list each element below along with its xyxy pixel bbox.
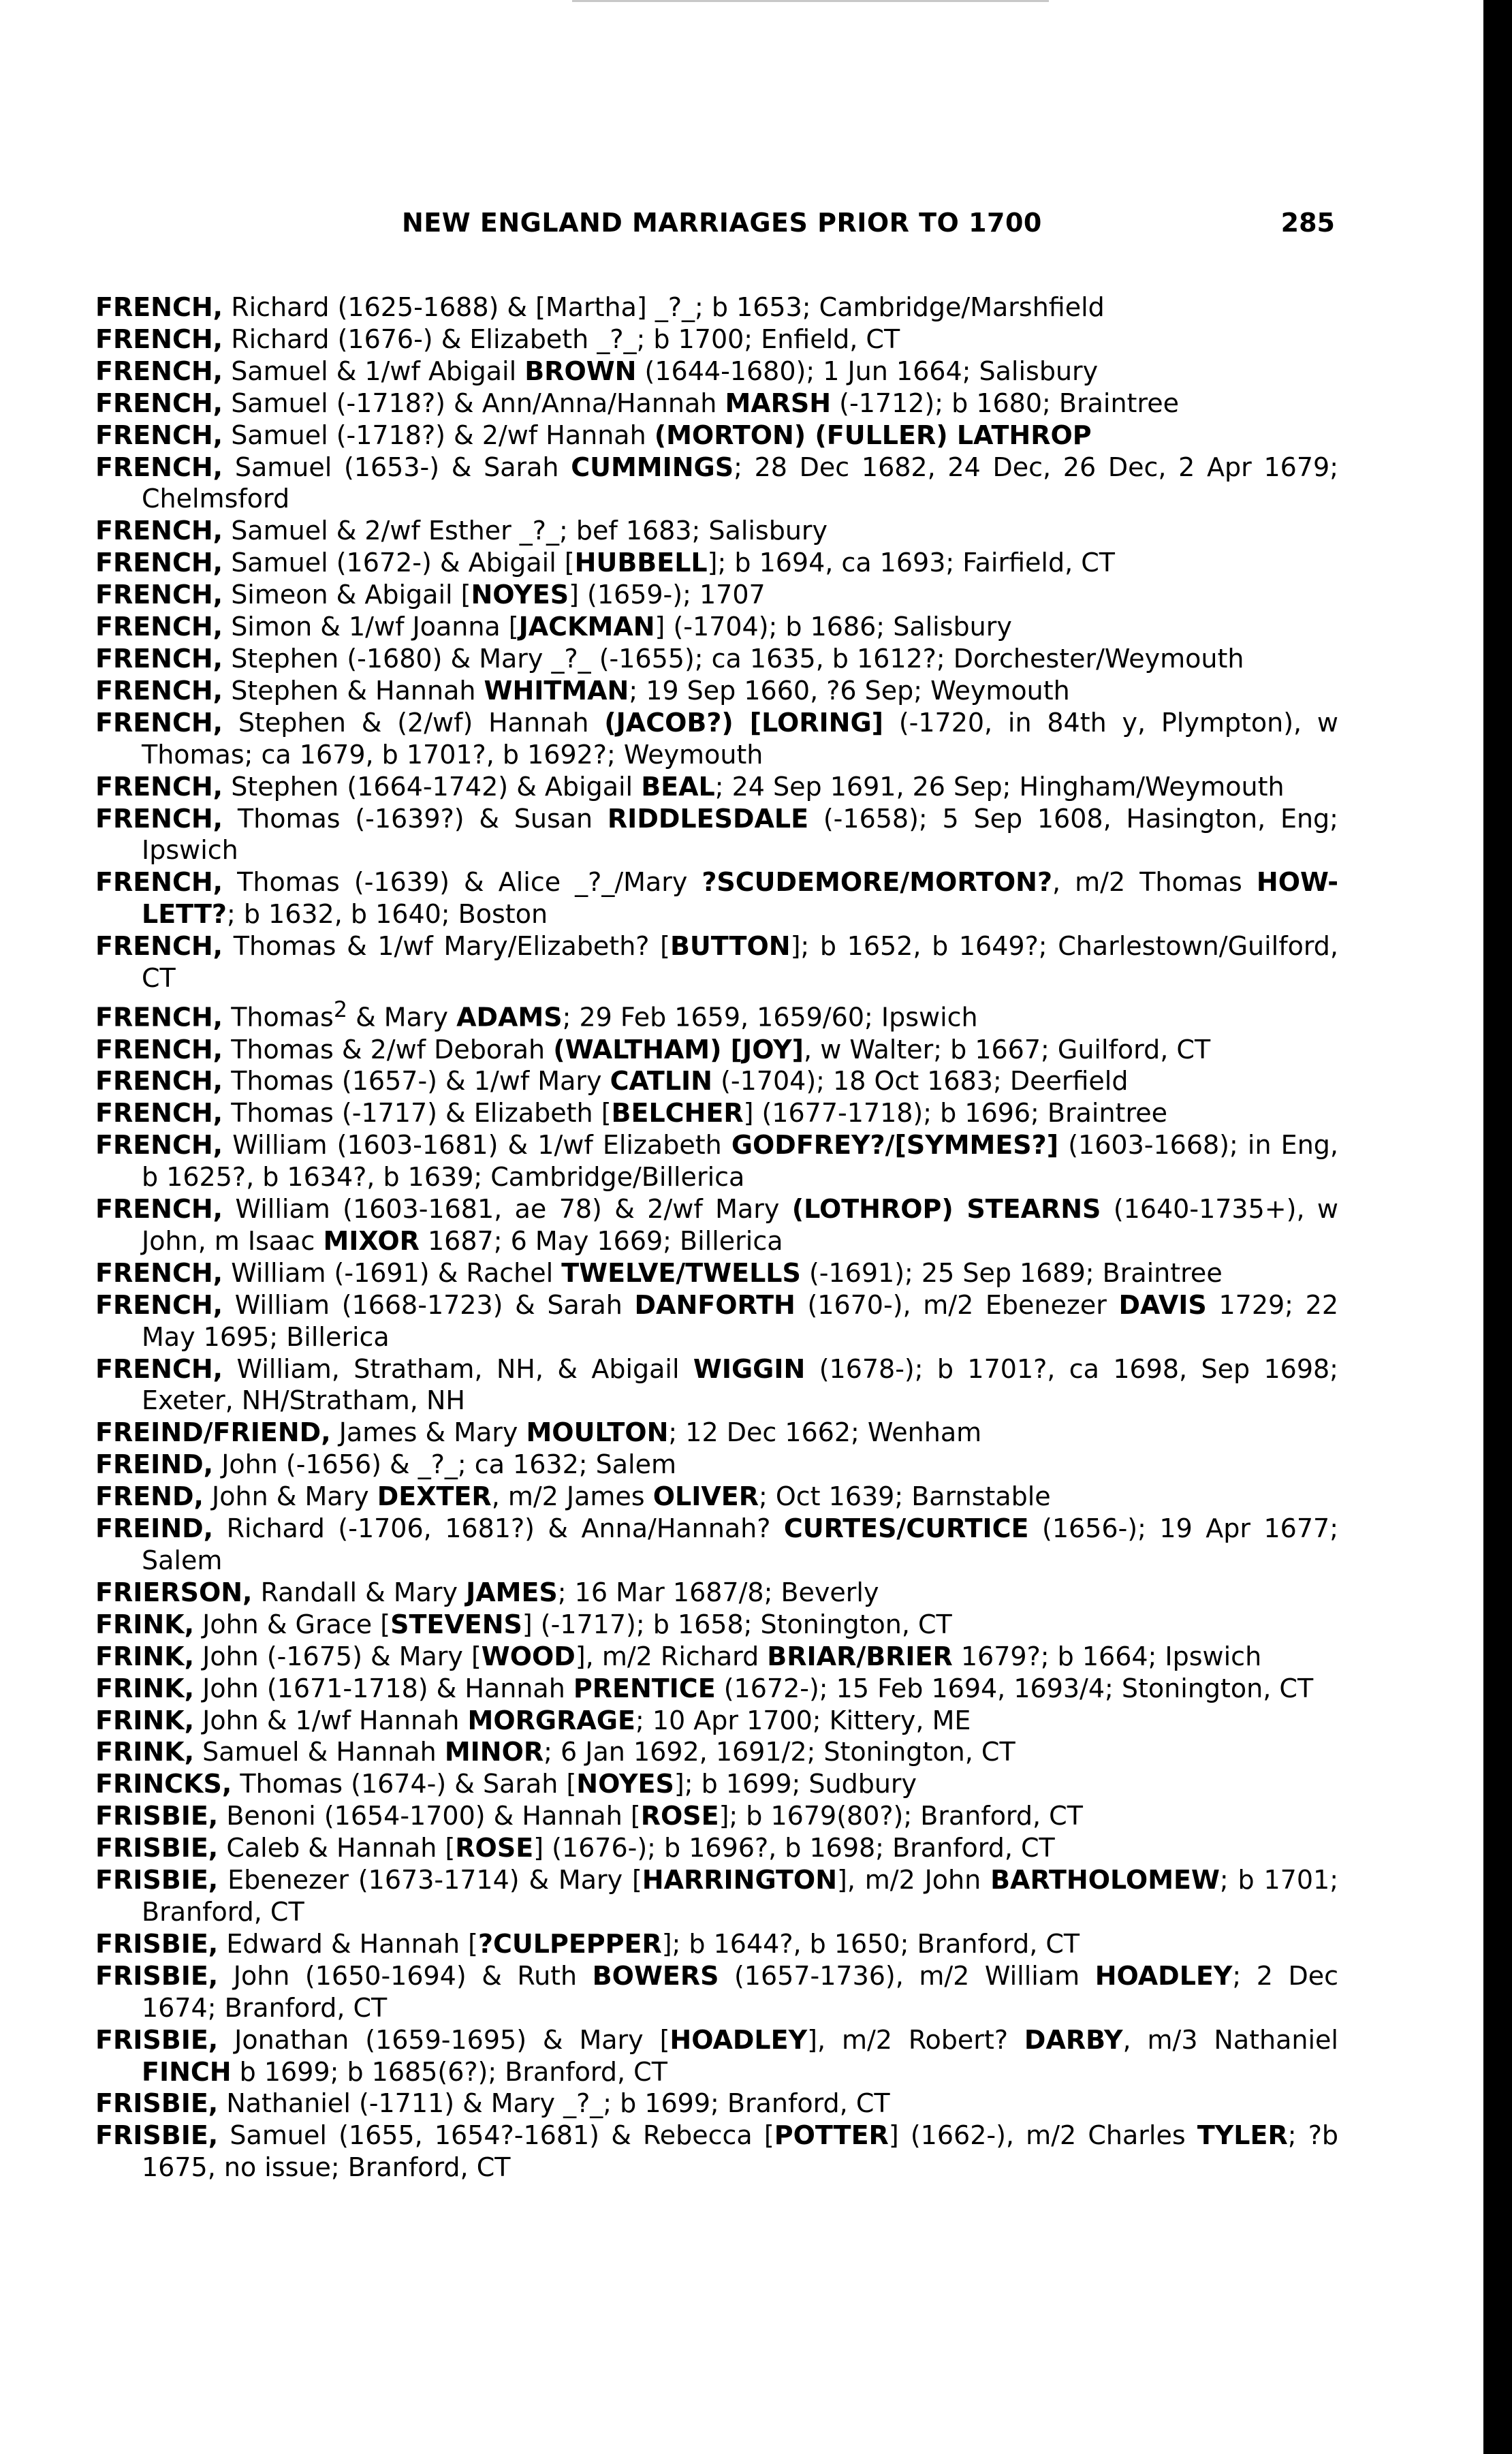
- marriage-entry: [95, 866, 1338, 930]
- marriage-entry: [95, 707, 1338, 771]
- marriage-entry: [95, 1641, 1338, 1673]
- entry-text: ; 6 Jan 1692, 1691/2; Stonington, CT: [544, 1737, 1015, 1767]
- entry-surname: FRENCH,: [95, 1194, 223, 1225]
- entry-spouse-surname: BEAL: [641, 771, 715, 802]
- entry-spouse-surname: ?SCUDEMORE/MORTON?: [702, 867, 1052, 898]
- entry-text: (1670-), m/2 Ebenezer: [795, 1289, 1119, 1320]
- entry-spouse-surname: HOADLEY: [1094, 1960, 1233, 1991]
- entry-text: Thomas (-1639?) & Susan: [223, 803, 608, 834]
- marriage-entry: [95, 2120, 1338, 2184]
- entry-surname: FRENCH,: [95, 867, 223, 898]
- entry-text: ] (1677-1718); b 1696; Braintree: [743, 1098, 1167, 1129]
- entry-text: 1687; 6 May 1669; Billerica: [419, 1225, 783, 1256]
- entry-text: (1603-1668); in Eng, b 1625?, b 1634?, b 1639; Cambridge/Billerica: [142, 1130, 1338, 1193]
- entry-text: John (1671-1718) & Hannah: [194, 1673, 573, 1703]
- entry-spouse-surname: WIGGIN: [693, 1353, 806, 1384]
- entry-text: Samuel & 2/wf Esther _?_; bef 1683; Salisbury: [223, 516, 828, 546]
- entry-surname: FRENCH,: [95, 1130, 223, 1161]
- marriage-entry: [95, 1449, 1338, 1481]
- entry-text: Thomas: [223, 1002, 334, 1033]
- entry-text: ; 12 Dec 1662; Wenham: [668, 1417, 982, 1448]
- entry-text: ; 24 Sep 1691, 26 Sep; Hingham/Weymouth: [714, 771, 1285, 802]
- entry-text: Stephen (-1680) & Mary _?_ (-1655); ca 1635, b 1612?; Dorchester/Weymouth: [223, 643, 1244, 674]
- entry-surname: FRINK,: [95, 1705, 195, 1735]
- entry-surname: FRENCH,: [95, 1066, 223, 1097]
- marriage-entry: [95, 579, 1338, 611]
- entry-surname: FRINK,: [95, 1641, 195, 1671]
- entry-surname: FRISBIE,: [95, 1801, 219, 1831]
- entry-text: ] (1659-); 1707: [569, 580, 766, 610]
- marriage-entry: [95, 2088, 1338, 2120]
- entry-surname: FRENCH,: [95, 643, 223, 674]
- entry-surname: FRENCH,: [95, 931, 223, 962]
- entry-spouse-surname: CURTES/CURTICE: [783, 1513, 1029, 1544]
- marriage-entry: [95, 803, 1338, 867]
- entry-text: (-1720, in 84th y, Plympton), w Thomas; ca 1679, b 1701?, b 1692?; Weymouth: [142, 707, 1338, 770]
- entry-text: Samuel (-1718?) & 2/wf Hannah: [223, 420, 655, 450]
- entry-spouse-surname: MARSH: [725, 388, 832, 418]
- entry-text: (1656-); 19 Apr 1677; Salem: [142, 1513, 1339, 1575]
- entry-text: Samuel (1653-) & Sarah: [223, 452, 571, 482]
- entry-text: ; 29 Feb 1659, 1659/60; Ipswich: [562, 1002, 978, 1033]
- marriage-entry: [95, 1097, 1338, 1129]
- entry-spouse-surname: HOADLEY: [670, 2024, 808, 2055]
- entry-spouse-surname: HARRINGTON: [642, 1865, 838, 1895]
- entry-spouse-surname: TWELVE/TWELLS: [561, 1257, 801, 1288]
- entry-text: Thomas & 2/wf Deborah: [223, 1034, 554, 1065]
- entry-text: ; b 1701; Branford, CT: [142, 1865, 1339, 1927]
- entry-text: ; 2 Dec 1674; Branford, CT: [142, 1960, 1338, 2023]
- entry-surname: FRENCH,: [95, 612, 223, 642]
- entry-text: ]; b 1699; Sudbury: [674, 1769, 917, 1799]
- entry-spouse-surname: (WALTHAM) [JOY]: [553, 1034, 804, 1065]
- entry-spouse-surname: STEVENS: [390, 1609, 522, 1639]
- entry-text: ; b 1632, b 1640; Boston: [226, 899, 548, 930]
- entry-surname: FRISBIE,: [95, 2024, 219, 2055]
- entry-text: John & Grace [: [194, 1609, 391, 1639]
- entry-spouse-surname: JACKMAN: [518, 612, 655, 642]
- entry-text: ] (1662-), m/2 Charles: [888, 2120, 1197, 2151]
- entry-text: William, Stratham, NH, & Abigail: [223, 1353, 693, 1384]
- entry-text: William (1668-1723) & Sarah: [223, 1289, 635, 1320]
- entry-surname: FRENCH,: [95, 292, 223, 322]
- entry-text: Nathaniel (-1711) & Mary _?_; b 1699; Branford, CT: [218, 2088, 890, 2119]
- entry-spouse-surname: ROSE: [455, 1833, 534, 1863]
- entry-text: William (-1691) & Rachel: [223, 1257, 562, 1288]
- entry-text: , m/2 James: [491, 1481, 653, 1512]
- marriage-entry: [95, 388, 1338, 420]
- marriage-entry: [95, 994, 1338, 1034]
- entry-text: ]; b 1652, b 1649?; Charlestown/Guilford, CT: [142, 931, 1338, 994]
- entry-text: Richard (-1706, 1681?) & Anna/Hannah?: [213, 1513, 784, 1544]
- entry-spouse-surname: GODFREY?/[SYMMES?]: [731, 1130, 1059, 1161]
- entry-text: Thomas (1674-) & Sarah [: [232, 1769, 577, 1799]
- scan-right-border: [1483, 0, 1512, 2454]
- entry-text: ; 10 Apr 1700; Kittery, ME: [635, 1705, 971, 1735]
- entry-surname: FRENCH,: [95, 1353, 223, 1384]
- entry-text: ], m/2 Richard: [575, 1641, 768, 1671]
- entry-text: Richard (1625-1688) & [Martha] _?_; b 1653; Cambridge/Marshfield: [223, 292, 1105, 322]
- marriage-entry: [95, 1481, 1338, 1513]
- entry-text: (1644-1680); 1 Jun 1664; Salisbury: [636, 356, 1099, 386]
- entry-text: ; Oct 1639; Barnstable: [758, 1481, 1051, 1512]
- page-number: 285: [1280, 208, 1335, 238]
- entry-surname: FREIND,: [95, 1513, 214, 1544]
- marriage-entry: [95, 1257, 1338, 1289]
- entry-text: ; 28 Dec 1682, 24 Dec, 26 Dec, 2 Apr 1679; Chelmsford: [142, 452, 1338, 514]
- entry-surname: FRISBIE,: [95, 1928, 219, 1959]
- entry-spouse-surname: BARTHOLOMEW: [990, 1865, 1220, 1895]
- entry-text: Stephen (1664-1742) & Abigail: [223, 771, 642, 802]
- entry-text: ]; b 1644?, b 1650; Branford, CT: [661, 1928, 1080, 1959]
- marriage-entry: [95, 930, 1338, 994]
- entry-surname: FREIND,: [95, 1449, 214, 1480]
- entry-surname: FRENCH,: [95, 1289, 223, 1320]
- entry-text: (-1712); b 1680; Braintree: [831, 388, 1179, 418]
- entry-spouse-surname: DEXTER: [377, 1481, 492, 1512]
- entry-text: ]; b 1694, ca 1693; Fairfield, CT: [707, 548, 1116, 578]
- entry-spouse-surname: PRENTICE: [573, 1673, 716, 1703]
- entry-text: Richard (1676-) & Elizabeth _?_; b 1700; Enfield, CT: [223, 324, 900, 354]
- entry-surname: FRINK,: [95, 1737, 195, 1767]
- marriage-entry: [95, 1193, 1338, 1257]
- entry-surname: FRENCH,: [95, 803, 223, 834]
- entry-spouse-surname: TYLER: [1197, 2120, 1288, 2151]
- marriage-entry: [95, 643, 1338, 675]
- page-header: [95, 208, 1335, 242]
- entry-spouse-surname: MINOR: [444, 1737, 544, 1767]
- entry-text: Simon & 1/wf Joanna [: [223, 612, 519, 642]
- entry-text: , w Walter; b 1667; Guilford, CT: [804, 1034, 1211, 1065]
- entry-surname: FRENCH,: [95, 516, 223, 546]
- entry-surname: FRIERSON,: [95, 1577, 253, 1607]
- entry-surname: FRISBIE,: [95, 2120, 219, 2151]
- entry-text: Caleb & Hannah [: [218, 1833, 456, 1863]
- entry-spouse-surname: (LOTHROP) STEARNS: [791, 1194, 1101, 1225]
- entry-text: Thomas (-1717) & Elizabeth [: [223, 1098, 612, 1129]
- entry-text: John & Mary: [203, 1481, 377, 1512]
- marriage-entry: [95, 292, 1338, 324]
- entry-text: (1640-1735+), w John, m Isaac: [142, 1194, 1339, 1256]
- entry-text: (-1658); 5 Sep 1608, Hasington, Eng; Ipswich: [142, 803, 1338, 866]
- entry-text: Benoni (1654-1700) & Hannah [: [218, 1801, 641, 1831]
- entry-spouse-surname: ADAMS: [456, 1002, 563, 1033]
- entry-text: William (1603-1681) & 1/wf Elizabeth: [223, 1130, 731, 1161]
- marriage-entry: [95, 1864, 1338, 1928]
- entry-text: ; ?b 1675, no issue; Branford, CT: [142, 2120, 1339, 2183]
- entry-spouse-surname: NOYES: [471, 580, 569, 610]
- entry-surname: FRISBIE,: [95, 1833, 219, 1863]
- marriage-entry: [95, 1673, 1338, 1705]
- entry-surname: FRENCH,: [95, 580, 223, 610]
- marriage-entries-list: [95, 292, 1338, 2184]
- entry-text: , m/3 Nathaniel: [1122, 2024, 1338, 2055]
- entry-text: John (-1675) & Mary [: [194, 1641, 482, 1671]
- entry-text: ], m/2 John: [837, 1865, 991, 1895]
- entry-text: Randall & Mary: [252, 1577, 467, 1607]
- entry-spouse-surname: RIDDLESDALE: [607, 803, 809, 834]
- marriage-entry: [95, 515, 1338, 547]
- entry-spouse-surname: WHITMAN: [484, 675, 629, 706]
- marriage-entry: [95, 1417, 1338, 1449]
- entry-spouse-surname: HOW-LETT?: [142, 867, 1338, 930]
- entry-text: Samuel (1655, 1654?-1681) & Rebecca [: [218, 2120, 774, 2151]
- entry-text: 1729; 22 May 1695; Billerica: [142, 1289, 1338, 1352]
- entry-spouse-surname: ROSE: [640, 1801, 719, 1831]
- entry-text: Samuel & Hannah: [194, 1737, 445, 1767]
- entry-spouse-surname: (MORTON) (FULLER) LATHROP: [654, 420, 1092, 450]
- marriage-entry: [95, 452, 1338, 516]
- entry-surname: FRINK,: [95, 1673, 195, 1703]
- marriage-entry: [95, 1289, 1338, 1353]
- entry-text: , m/2 Thomas: [1052, 867, 1257, 898]
- entry-text: (1657-1736), m/2 William: [719, 1960, 1095, 1991]
- entry-spouse-surname: ?CULPEPPER: [477, 1928, 662, 1959]
- entry-spouse-surname: BUTTON: [670, 931, 791, 962]
- entry-text: (-1704); 18 Oct 1683; Deerfield: [712, 1066, 1129, 1097]
- entry-text: (1678-); b 1701?, ca 1698, Sep 1698; Exeter, NH/Stratham, NH: [142, 1353, 1338, 1416]
- entry-spouse-surname: DARBY: [1024, 2024, 1123, 2055]
- marriage-entry: [95, 1353, 1338, 1417]
- marriage-entry: [95, 1513, 1338, 1577]
- marriage-entry: [95, 1034, 1338, 1066]
- marriage-entry: [95, 547, 1338, 579]
- entry-spouse-surname: JAMES: [466, 1577, 558, 1607]
- entry-surname: FRENCH,: [95, 548, 223, 578]
- marriage-entry: [95, 420, 1338, 452]
- entry-text: b 1699; b 1685(6?); Branford, CT: [231, 2056, 667, 2087]
- entry-spouse-surname: NOYES: [576, 1769, 674, 1799]
- entry-surname: FREND,: [95, 1481, 204, 1512]
- entry-spouse-surname: MORGRAGE: [467, 1705, 635, 1735]
- entry-spouse-surname: HUBBELL: [574, 548, 708, 578]
- entry-surname: FRISBIE,: [95, 2088, 219, 2119]
- entry-surname: FRENCH,: [95, 324, 223, 354]
- entry-surname: FRISBIE,: [95, 1865, 219, 1895]
- marriage-entry: [95, 1577, 1338, 1609]
- entry-text: 1679?; b 1664; Ipswich: [952, 1641, 1262, 1671]
- entry-text: ] (-1704); b 1686; Salisbury: [655, 612, 1012, 642]
- entry-surname: FRISBIE,: [95, 1960, 219, 1991]
- entry-text: ] (-1717); b 1658; Stonington, CT: [522, 1609, 952, 1639]
- entry-spouse-surname: DANFORTH: [634, 1289, 796, 1320]
- entry-text: Simeon & Abigail [: [223, 580, 471, 610]
- entry-spouse-surname: MOULTON: [526, 1417, 669, 1448]
- entry-spouse-surname: POTTER: [774, 2120, 889, 2151]
- entry-spouse-surname: BELCHER: [611, 1098, 744, 1129]
- top-edge-line: [572, 0, 1049, 2]
- marriage-entry: [95, 1800, 1338, 1832]
- marriage-entry: [95, 1736, 1338, 1768]
- entry-surname: FRENCH,: [95, 675, 223, 706]
- entry-surname: FRINK,: [95, 1609, 195, 1639]
- entry-text: (-1691); 25 Sep 1689; Braintree: [800, 1257, 1223, 1288]
- running-title: NEW ENGLAND MARRIAGES PRIOR TO 1700: [402, 208, 1042, 238]
- marriage-entry: [95, 1609, 1338, 1641]
- entry-surname: FRENCH,: [95, 1257, 223, 1288]
- entry-spouse-surname: MIXOR: [323, 1225, 420, 1256]
- marriage-entry: [95, 1065, 1338, 1097]
- entry-text: John (-1656) & _?_; ca 1632; Salem: [213, 1449, 677, 1480]
- entry-text: Stephen & Hannah: [223, 675, 484, 706]
- marriage-entry: [95, 1768, 1338, 1800]
- entry-spouse-surname: DAVIS: [1118, 1289, 1207, 1320]
- entry-spouse-surname: FINCH: [142, 2056, 232, 2087]
- marriage-entry: [95, 1928, 1338, 1960]
- entry-surname: FRENCH,: [95, 1034, 223, 1065]
- entry-surname: FRINCKS,: [95, 1769, 232, 1799]
- entry-text: ]; b 1679(80?); Branford, CT: [719, 1801, 1083, 1831]
- entry-text: Thomas (-1639) & Alice _?_/Mary: [223, 867, 702, 898]
- entry-spouse-surname: CATLIN: [610, 1066, 712, 1097]
- entry-surname: FRENCH,: [95, 420, 223, 450]
- entry-text: Samuel (1672-) & Abigail [: [223, 548, 575, 578]
- entry-spouse-surname: BRIAR/BRIER: [767, 1641, 953, 1671]
- marriage-entry: [95, 324, 1338, 356]
- marriage-entry: [95, 2024, 1338, 2088]
- entry-text: (1672-); 15 Feb 1694, 1693/4; Stonington, CT: [715, 1673, 1314, 1703]
- entry-text: Stephen & (2/wf) Hannah: [223, 707, 605, 738]
- entry-text: William (1603-1681, ae 78) & 2/wf Mary: [223, 1194, 792, 1225]
- entry-text: ; 16 Mar 1687/8; Beverly: [557, 1577, 879, 1607]
- entry-text: Edward & Hannah [: [218, 1928, 478, 1959]
- marriage-entry: [95, 1960, 1338, 2024]
- entry-surname: FRENCH,: [95, 707, 223, 738]
- entry-text: ], m/2 Robert?: [807, 2024, 1024, 2055]
- entry-surname: FRENCH,: [95, 356, 223, 386]
- entry-text: ] (1676-); b 1696?, b 1698; Branford, CT: [533, 1833, 1055, 1863]
- entry-text: & Mary: [347, 1002, 457, 1033]
- entry-spouse-surname: (JACOB?) [LORING]: [604, 707, 884, 738]
- entry-surname: FREIND/FRIEND,: [95, 1417, 331, 1448]
- entry-spouse-surname: BOWERS: [592, 1960, 719, 1991]
- entry-text: Ebenezer (1673-1714) & Mary [: [218, 1865, 642, 1895]
- entry-surname: FRENCH,: [95, 1098, 223, 1129]
- entry-text: Jonathan (1659-1695) & Mary [: [218, 2024, 670, 2055]
- entry-text: Samuel & 1/wf Abigail: [223, 356, 525, 386]
- generation-superscript: 2: [333, 997, 347, 1022]
- entry-spouse-surname: OLIVER: [652, 1481, 759, 1512]
- marriage-entry: [95, 611, 1338, 643]
- entry-text: ; 19 Sep 1660, ?6 Sep; Weymouth: [629, 675, 1070, 706]
- entry-text: Thomas (1657-) & 1/wf Mary: [223, 1066, 610, 1097]
- entry-surname: FRENCH,: [95, 388, 223, 418]
- entry-spouse-surname: BROWN: [524, 356, 637, 386]
- entry-spouse-surname: CUMMINGS: [571, 452, 734, 482]
- entry-text: John (1650-1694) & Ruth: [218, 1960, 593, 1991]
- entry-text: James & Mary: [330, 1417, 526, 1448]
- entry-text: Samuel (-1718?) & Ann/Anna/Hannah: [223, 388, 725, 418]
- marriage-entry: [95, 771, 1338, 803]
- entry-surname: FRENCH,: [95, 1002, 223, 1033]
- marriage-entry: [95, 1129, 1338, 1193]
- marriage-entry: [95, 356, 1338, 388]
- entry-spouse-surname: WOOD: [481, 1641, 576, 1671]
- entry-surname: FRENCH,: [95, 771, 223, 802]
- marriage-entry: [95, 1832, 1338, 1864]
- marriage-entry: [95, 1705, 1338, 1737]
- entry-text: Thomas & 1/wf Mary/Elizabeth? [: [223, 931, 670, 962]
- entry-surname: FRENCH,: [95, 452, 223, 482]
- marriage-entry: [95, 675, 1338, 707]
- entry-text: John & 1/wf Hannah: [194, 1705, 468, 1735]
